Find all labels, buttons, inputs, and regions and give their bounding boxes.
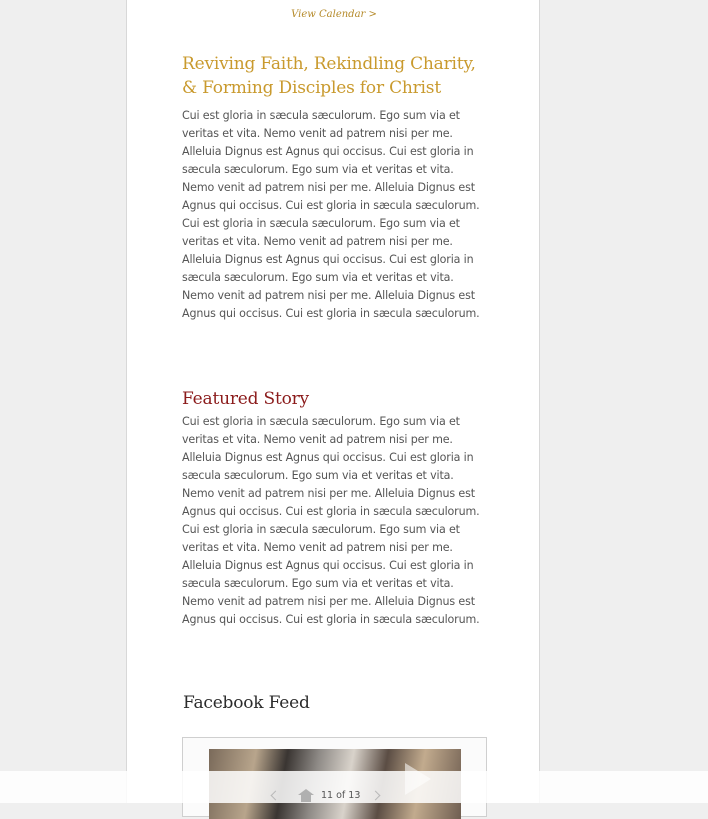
mission-section	[182, 52, 487, 100]
facebook-heading: Facebook Feed	[183, 693, 310, 713]
featured-body-wrap	[182, 413, 487, 629]
featured-section	[182, 387, 487, 411]
chevron-right-icon[interactable]	[371, 791, 381, 801]
facebook-section	[183, 691, 488, 715]
page-navigator	[266, 788, 386, 803]
home-icon[interactable]	[299, 789, 313, 802]
featured-body: Cui est gloria in sæcula sæculorum. Ego sum via et veritas et vita. Nemo venit ad patrem nisi per me. Alleluia Dignus est Agnus qui occisus. Cui est gloria in sæcula sæculorum. Ego sum via et veritas et vita. Nemo venit ad patrem nisi per me. Alleluia Dignus est Agnus qui occisus. Cui est gloria in sæcula sæculorum. Cui est gloria in sæcula sæculorum. Ego sum via et veritas et vita. Nemo venit ad patrem nisi per me. Alleluia Dignus est Agnus qui occisus. Cui est gloria in sæcula sæculorum. Ego sum via et veritas et vita. Nemo venit ad patrem nisi per me. Alleluia Dignus est Agnus qui occisus. Cui est gloria in sæcula sæculorum.	[182, 415, 480, 626]
page-count: 11 of 13	[321, 790, 361, 801]
page-container	[126, 0, 540, 803]
view-calendar-link[interactable]: View Calendar >	[291, 9, 377, 20]
mission-heading: Reviving Faith, Rekindling Charity, & Forming Disciples for Christ	[182, 54, 476, 98]
featured-heading: Featured Story	[182, 389, 309, 409]
mission-body-wrap	[182, 107, 487, 323]
mission-body: Cui est gloria in sæcula sæculorum. Ego sum via et veritas et vita. Nemo venit ad patrem nisi per me. Alleluia Dignus est Agnus qui occisus. Cui est gloria in sæcula sæculorum. Ego sum via et veritas et vita. Nemo venit ad patrem nisi per me. Alleluia Dignus est Agnus qui occisus. Cui est gloria in sæcula sæculorum. Cui est gloria in sæcula sæculorum. Ego sum via et veritas et vita. Nemo venit ad patrem nisi per me. Alleluia Dignus est Agnus qui occisus. Cui est gloria in sæcula sæculorum. Ego sum via et veritas et vita. Nemo venit ad patrem nisi per me. Alleluia Dignus est Agnus qui occisus. Cui est gloria in sæcula sæculorum.	[182, 109, 480, 320]
chevron-left-icon[interactable]	[271, 791, 281, 801]
